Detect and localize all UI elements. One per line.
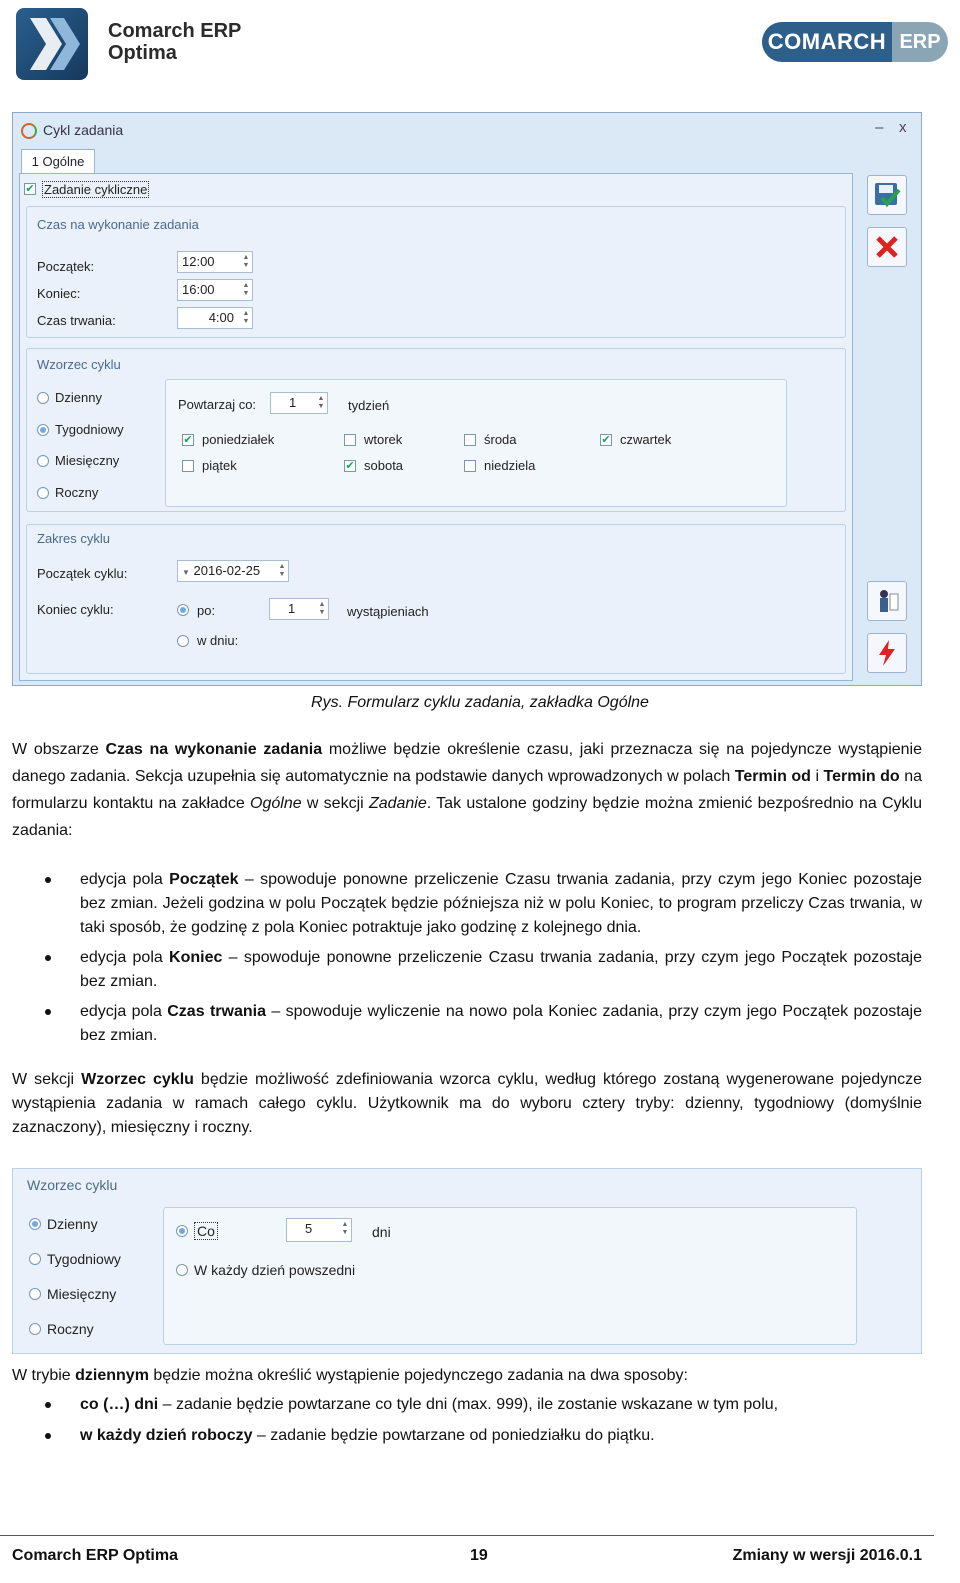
range-start-label: Początek cyklu: <box>37 566 128 581</box>
person-action-button[interactable] <box>867 581 907 621</box>
wzorzec-group-title: Wzorzec cyklu <box>37 357 121 372</box>
bullet-item <box>80 1424 922 1448</box>
range-start-date-input[interactable] <box>177 560 289 582</box>
close-button[interactable]: x <box>899 119 907 136</box>
tab-ogolne[interactable]: 1 Ogólne <box>21 149 95 174</box>
p1-text-6: . Tak ustalone godziny będzie można zmienić bezpośrednio na Cyklu zadania: <box>12 795 923 839</box>
czas-group-title: Czas na wykonanie zadania <box>37 217 199 232</box>
radio-roczny[interactable] <box>37 487 49 499</box>
p2-days-spin-icon[interactable]: ▲ ▼ <box>341 1221 349 1236</box>
bullet-pre: edycja pola <box>80 871 170 888</box>
p2-radio-miesieczny[interactable] <box>29 1288 41 1300</box>
p1-bold-2: Termin od <box>734 768 811 785</box>
radio-tygodniowy-label: Tygodniowy <box>55 422 124 437</box>
day-wednesday-label: środa <box>484 432 517 447</box>
day-monday-checkbox[interactable]: ✔ <box>183 434 193 446</box>
start-time-value: 12:00 <box>182 254 215 269</box>
day-wednesday-checkbox[interactable] <box>464 434 476 446</box>
day-monday-label: poniedziałek <box>202 432 275 447</box>
start-spin-icon[interactable]: ▲ ▼ <box>242 254 250 269</box>
lightning-icon <box>874 638 900 668</box>
window-app-icon <box>21 123 37 139</box>
wzorzec-group <box>26 348 846 512</box>
day-friday-checkbox[interactable] <box>182 460 194 472</box>
bullet-dot <box>45 1402 51 1408</box>
bullet-item <box>80 868 922 940</box>
bullet-post: – zadanie będzie powtarzane od poniedziałku do piątku. <box>252 1427 655 1444</box>
p2-days-value: 5 <box>305 1221 313 1236</box>
paragraph-1 <box>12 736 922 844</box>
tab-content <box>19 173 853 681</box>
bullet-bold: w każdy dzień roboczy <box>80 1427 253 1444</box>
radio-after-label: po: <box>197 603 216 618</box>
footer-divider <box>0 1535 934 1536</box>
end-time-input[interactable] <box>177 279 253 301</box>
bullet-dot <box>45 1433 51 1439</box>
zakres-group <box>26 524 846 674</box>
duration-spin-icon[interactable]: ▲ ▼ <box>242 310 250 325</box>
repeat-spin-icon[interactable]: ▲ ▼ <box>317 395 325 410</box>
radio-on-day[interactable] <box>177 635 189 647</box>
footer-right: Zmiany w wersji 2016.0.1 <box>732 1547 922 1564</box>
daily-subgroup <box>163 1207 857 1345</box>
radio-dzienny[interactable] <box>37 392 49 404</box>
p2-radio-weekday-label: W każdy dzień powszedni <box>194 1262 356 1278</box>
cykl-zadania-window <box>12 112 922 686</box>
p1-italic-2: Zadanie <box>368 795 427 812</box>
panel2-title: Wzorzec cyklu <box>27 1177 118 1193</box>
repeat-input[interactable] <box>270 392 328 414</box>
comarch-erp-badge <box>762 22 948 62</box>
p2-radio-roczny-label: Roczny <box>47 1321 94 1337</box>
p1-text-3: i <box>810 768 824 785</box>
p2-text-1: W sekcji <box>12 1071 82 1088</box>
range-start-date-value: 2016-02-25 <box>193 563 261 578</box>
bullet-post: – spowoduje ponowne przeliczenie Czasu trwania zadania, przy czym jego Początek pozostaje bez zmian. <box>80 949 923 990</box>
person-icon <box>872 586 902 616</box>
p1-bold-3: Termin do <box>823 768 900 785</box>
end-time-value: 16:00 <box>182 282 215 297</box>
radio-miesieczny[interactable] <box>37 455 49 467</box>
duration-input[interactable] <box>177 307 253 329</box>
repeat-label: Powtarzaj co: <box>178 397 257 412</box>
bullet-post: – zadanie będzie powtarzane co tyle dni (max. 999), ile zostanie wskazane w tym polu, <box>158 1396 779 1413</box>
date-spin-icon[interactable]: ▲ ▼ <box>278 563 286 578</box>
p2-radio-dzienny-label: Dzienny <box>47 1216 98 1232</box>
p2-bold-1: Wzorzec cyklu <box>81 1071 194 1088</box>
bullet-item <box>80 1000 922 1048</box>
p1-bold-1: Czas na wykonanie zadania <box>105 741 323 758</box>
wzorzec-cyklu-panel <box>12 1168 922 1354</box>
p2-text-2: będzie możliwość zdefiniowania wzorca cyklu, według którego zostaną wygenerowane pojedyncze wystąpienia zadania w ramach całego cyklu. Użytkownik ma do wyboru cztery tryby: dzienny, tygodniowy (domyślnie zaznaczony), miesięczny i roczny. <box>12 1071 923 1136</box>
figure-caption: Rys. Formularz cyklu zadania, zakładka Ogólne <box>311 694 649 711</box>
p2-radio-dzienny[interactable] <box>29 1218 41 1230</box>
bullet-bold: Koniec <box>169 949 223 966</box>
zadanie-cykliczne-label: Zadanie cykliczne <box>44 182 148 197</box>
p3-text-2: będzie można określić wystąpienie pojedynczego zadania na dwa sposoby: <box>148 1367 688 1384</box>
p3-text-1: W trybie <box>12 1367 76 1384</box>
start-time-input[interactable] <box>177 251 253 273</box>
zakres-group-title: Zakres cyklu <box>37 531 110 546</box>
footer-left: Comarch ERP Optima <box>12 1547 178 1564</box>
paragraph-3 <box>12 1362 922 1389</box>
occurrences-unit: wystąpieniach <box>347 604 429 619</box>
day-sunday-label: niedziela <box>484 458 536 473</box>
date-dropdown-icon[interactable]: ▼ <box>182 568 190 577</box>
bullet-bold: Początek <box>169 871 239 888</box>
day-friday-label: piątek <box>202 458 237 473</box>
occurrences-spin-icon[interactable]: ▲ ▼ <box>318 601 326 616</box>
day-thursday-checkbox[interactable]: ✔ <box>601 434 611 446</box>
bullet-pre: edycja pola <box>80 1003 168 1020</box>
p3-bold-1: dziennym <box>75 1367 149 1384</box>
p2-days-unit: dni <box>372 1224 391 1240</box>
p2-radio-weekday[interactable] <box>176 1264 188 1276</box>
range-end-label: Koniec cyklu: <box>37 602 114 617</box>
cancel-icon <box>874 234 900 260</box>
p2-radio-roczny[interactable] <box>29 1323 41 1335</box>
p1-text-2: możliwe będzie określenie czasu, jaki przeznacza się na pojedyncze wystąpienie danego zadania. Sekcja uzupełnia się automatycznie na podstawie danych wprowadzonych w polach <box>12 741 923 785</box>
erp-badge-text: ERP <box>892 22 948 62</box>
cancel-button[interactable] <box>867 227 907 267</box>
repeat-value: 1 <box>289 395 297 410</box>
footer-page-number: 19 <box>470 1547 488 1564</box>
save-icon <box>872 180 902 210</box>
comarch-badge-text: COMARCH <box>762 22 892 62</box>
window-titlebar <box>13 113 921 147</box>
bullet-pre: edycja pola <box>80 949 170 966</box>
p2-radio-tygodniowy[interactable] <box>29 1253 41 1265</box>
p2-radio-co-label: Co <box>194 1222 218 1240</box>
bullet-bold: Czas trwania <box>167 1003 266 1020</box>
day-thursday-label: czwartek <box>620 432 672 447</box>
minimize-button[interactable]: – <box>875 119 884 136</box>
bullet-post: – spowoduje ponowne przeliczenie Czasu trwania zadania, przy czym jego Koniec pozostaje bez zmian. Jeżeli godzina w polu Początek będzie późniejsza niż w polu Koniec, to program przeliczy Czas trwania, w taki sposób, że godzinę z pola Koniec potraktuje jako godzinę z kolejnego dnia. <box>80 871 923 936</box>
day-tuesday-checkbox[interactable] <box>344 434 356 446</box>
generate-button[interactable] <box>867 633 907 673</box>
optima-logo-icon <box>16 8 88 80</box>
day-saturday-checkbox[interactable]: ✔ <box>345 460 355 472</box>
duration-label: Czas trwania: <box>37 313 116 328</box>
save-button[interactable] <box>867 175 907 215</box>
paragraph-2 <box>12 1068 922 1140</box>
bullet-item <box>80 946 922 994</box>
bullet-post: – spowoduje wyliczenie na nowo pola Koniec zadania, przy czym jego Początek pozostaje bez zmian. <box>80 1003 923 1044</box>
p1-text-4: na formularzu kontaktu na zakładce <box>12 768 923 812</box>
day-sunday-checkbox[interactable] <box>464 460 476 472</box>
day-tuesday-label: wtorek <box>364 432 403 447</box>
bullet-item <box>80 1393 922 1417</box>
repeat-unit: tydzień <box>348 398 390 413</box>
radio-after[interactable] <box>177 604 189 616</box>
logo-line-2: Optima <box>108 42 177 64</box>
p2-radio-tygodniowy-label: Tygodniowy <box>47 1251 121 1267</box>
bullet-dot <box>45 877 51 883</box>
end-spin-icon[interactable]: ▲ ▼ <box>242 282 250 297</box>
comarch-erp-optima-logo <box>14 6 264 82</box>
radio-miesieczny-label: Miesięczny <box>55 453 120 468</box>
occurrences-input[interactable] <box>269 598 329 620</box>
p1-text-5: w sekcji <box>301 795 369 812</box>
p1-italic-1: Ogólne <box>250 795 302 812</box>
logo-text <box>108 20 241 64</box>
duration-value: 4:00 <box>208 310 234 325</box>
radio-on-day-label: w dniu: <box>197 633 239 648</box>
bullet-bold: co (…) dni <box>80 1396 159 1413</box>
radio-dzienny-label: Dzienny <box>55 390 102 405</box>
start-label: Początek: <box>37 259 95 274</box>
czas-group <box>26 206 846 338</box>
weekly-subgroup <box>165 379 787 507</box>
occurrences-value: 1 <box>288 601 296 616</box>
radio-roczny-label: Roczny <box>55 485 99 500</box>
p2-days-input[interactable] <box>286 1218 352 1242</box>
p1-text-1: W obszarze <box>12 741 106 758</box>
radio-tygodniowy[interactable] <box>37 424 49 436</box>
end-label: Koniec: <box>37 286 81 301</box>
zadanie-cykliczne-checkbox[interactable]: ✔ <box>25 183 35 195</box>
logo-line-1: Comarch ERP <box>108 20 242 42</box>
window-title: Cykl zadania <box>43 122 124 138</box>
p2-radio-miesieczny-label: Miesięczny <box>47 1286 117 1302</box>
day-saturday-label: sobota <box>364 458 404 473</box>
p2-radio-co[interactable] <box>176 1225 188 1237</box>
bullet-dot <box>45 1009 51 1015</box>
bullet-dot <box>45 955 51 961</box>
